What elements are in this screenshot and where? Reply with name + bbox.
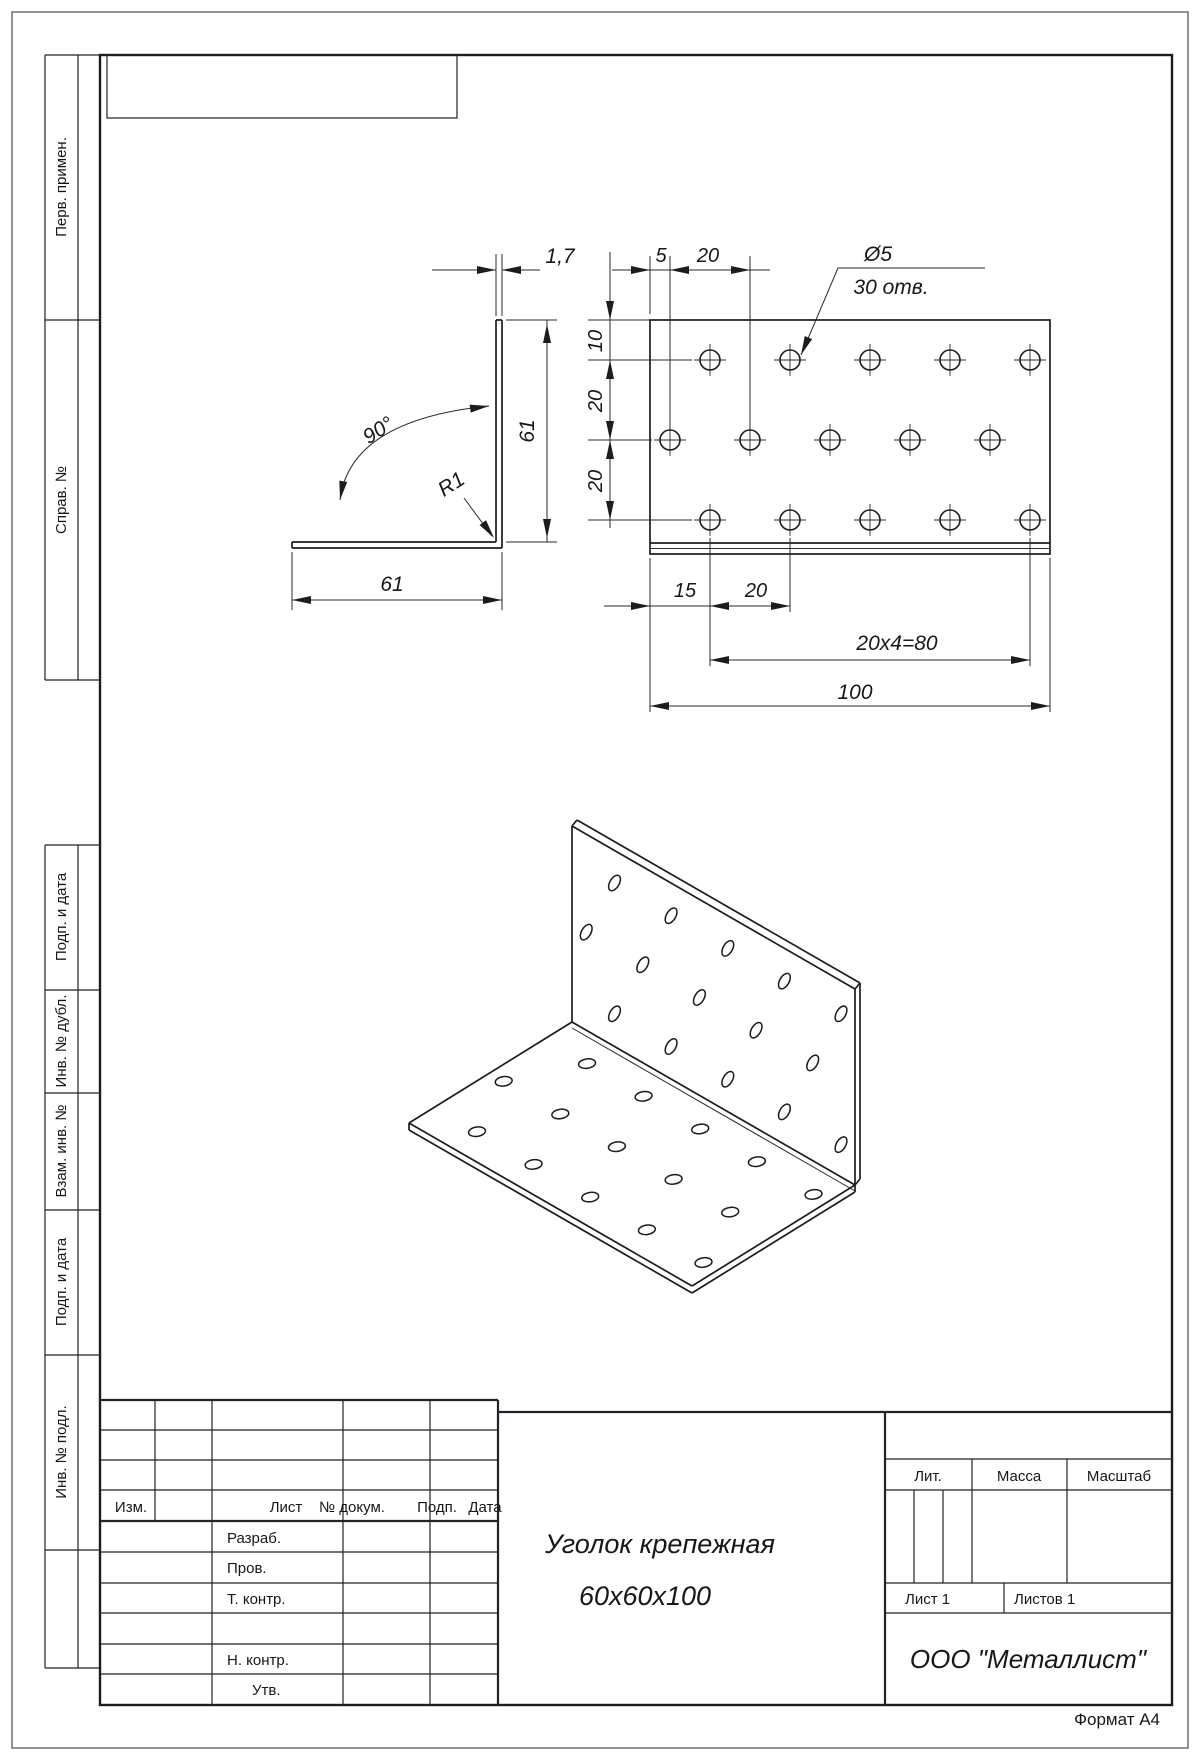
header-doc: № докум.: [319, 1499, 385, 1516]
dim-holes-count: 30 отв.: [853, 276, 929, 299]
dim-length: 100: [837, 681, 873, 704]
dim-leg-width: 61: [380, 573, 404, 596]
format-note: Формат А4: [1074, 1710, 1160, 1729]
margin-label-sprav-no: Справ. №: [53, 465, 70, 535]
dim-thickness: 1,7: [545, 245, 575, 268]
dim-col-offset: 15: [673, 580, 697, 602]
role-approved: Утв.: [252, 1682, 281, 1699]
left-margin-table: [45, 55, 100, 1668]
dim-row-pitch-2: 20: [585, 469, 607, 493]
title-block: [100, 1400, 1172, 1729]
scale-label: Масштаб: [1086, 1468, 1152, 1485]
role-n-control: Н. контр.: [227, 1652, 289, 1669]
iso-holes: [468, 873, 849, 1268]
margin-label-podp-data-2: Подп. и дата: [53, 1237, 70, 1327]
plate-holes: [654, 344, 1046, 536]
dim-row-offset: 10: [585, 329, 607, 353]
dim-leg-height: 61: [516, 419, 539, 443]
part-size: 60x60x100: [578, 1581, 712, 1611]
dim-row-pitch-1: 20: [585, 389, 607, 413]
role-t-control: Т. контр.: [227, 1591, 286, 1608]
header-date: Дата: [468, 1499, 502, 1516]
margin-label-inv-dubl: Инв. № дубл.: [53, 994, 70, 1088]
margin-label-podp-data-1: Подп. и дата: [53, 872, 70, 962]
header-izm: Изм.: [114, 1499, 148, 1516]
side-view: [292, 245, 576, 610]
dim-col-pitch: 20: [744, 580, 768, 602]
top-stamp-field: [107, 55, 457, 118]
part-name: Уголок крепежная: [545, 1529, 775, 1559]
dim-radius: R1: [433, 467, 469, 502]
role-developed: Разраб.: [227, 1530, 282, 1547]
margin-label-inv-podl: Инв. № подл.: [53, 1405, 70, 1499]
mass-label: Масса: [996, 1468, 1042, 1485]
dim-pitch-top: 20: [696, 245, 720, 267]
face-view: [585, 243, 1050, 712]
company-name: ООО "Металлист": [909, 1644, 1147, 1674]
sheet-borders: [12, 12, 1188, 1748]
dim-edge-offset: 5: [655, 245, 667, 267]
isometric-view: [409, 820, 860, 1293]
header-sign: Подп.: [417, 1499, 457, 1516]
sheets-total: Листов 1: [1014, 1591, 1076, 1608]
dim-hole-dia: Ø5: [863, 243, 893, 266]
dim-pitch-total: 20x4=80: [856, 632, 938, 655]
role-checked: Пров.: [227, 1560, 267, 1577]
header-list: Лист: [269, 1499, 303, 1516]
sheet-no: Лист 1: [905, 1591, 951, 1608]
margin-label-vzam-inv: Взам. инв. №: [53, 1104, 70, 1198]
lit-label: Лит.: [914, 1468, 942, 1485]
margin-label-perv-primen: Перв. примен.: [53, 137, 70, 237]
dim-angle: 90°: [358, 412, 399, 449]
